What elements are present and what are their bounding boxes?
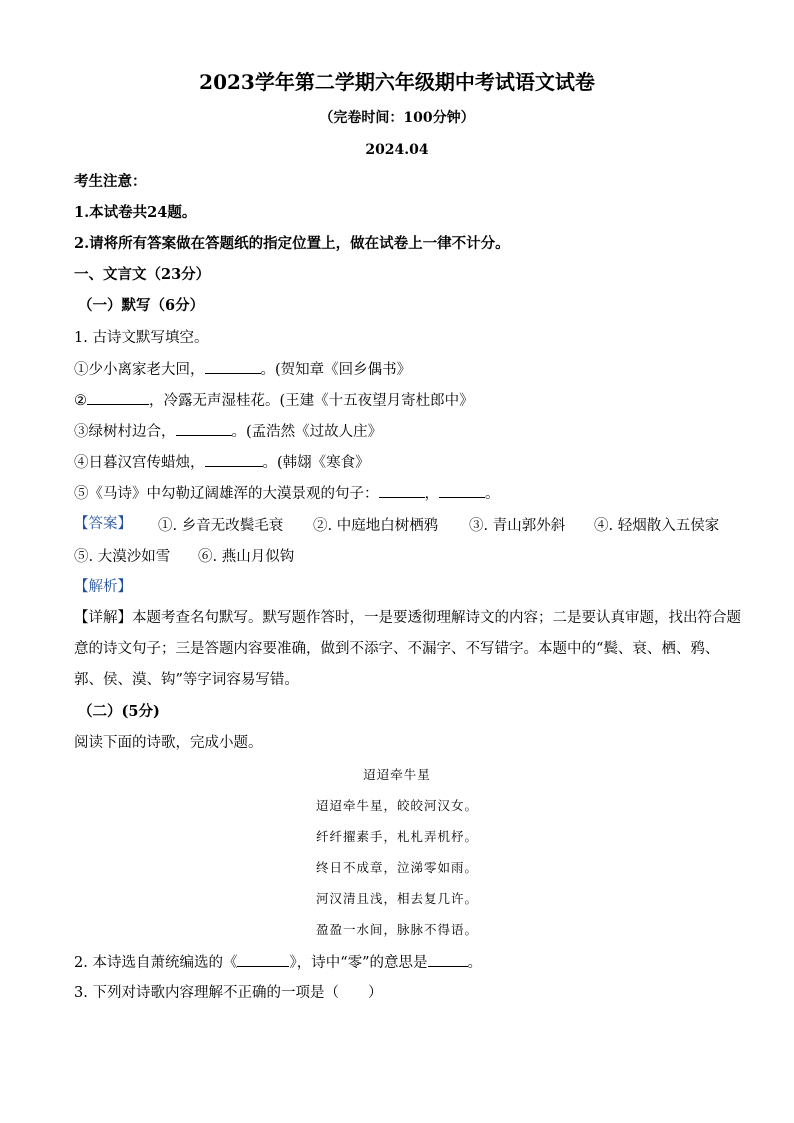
answer-blank[interactable] (205, 452, 263, 467)
q1-item-3 (74, 421, 382, 442)
notice-item-1: 1.本试卷共24题。 (74, 204, 197, 221)
analysis-label: 【解析】 (74, 579, 132, 595)
answer-item-6: ⑥. 燕山月似钩 (198, 549, 295, 565)
q1-item-3-post: 。(孟浩然《过故人庄》 (231, 424, 383, 440)
part1-heading: （一）默写（6分） (78, 297, 205, 314)
poem-line-3: 终日不成章，泣涕零如雨。 (315, 860, 478, 875)
analysis-line-2: 意的诗文句子；三是答题内容要准确，做到不添字、不漏字、不写错字。本题中的“鬓、衰、栖、鸦、 (74, 641, 720, 657)
poem-title: 迢迢牵牛星 (363, 767, 431, 782)
q1-item-5-pre: ⑤《马诗》中勾勒辽阔雄浑的大漠景观的句子： (74, 486, 379, 502)
answer-item-4: ④. 轻烟散入五侯家 (594, 518, 720, 534)
q1-item-4-post: 。(韩翃《寒食》 (262, 455, 370, 471)
q1-item-2 (74, 390, 474, 411)
answer-blank[interactable] (439, 483, 485, 498)
poem-line-1: 迢迢牵牛星，皎皎河汉女。 (315, 798, 478, 813)
answer-item-3: ③. 青山郭外斜 (469, 518, 566, 534)
answer-blank[interactable] (87, 390, 149, 405)
answer-item-2: ②. 中庭地白树栖鸦 (313, 518, 439, 534)
answer-blank[interactable] (205, 359, 261, 374)
question-3: 3. 下列对诗歌内容理解不正确的一项是（ ） (74, 985, 383, 1001)
analysis-line-1: 【详解】本题考查名句默写。默写题作答时，一是要透彻理解诗文的内容；二是要认真审题，找出符合题 (74, 610, 741, 626)
q2-pre: 2. 本诗选自萧统编选的《 (74, 955, 238, 971)
q1-item-1-post: 。(贺知章《回乡偶书》 (260, 362, 412, 378)
q2-post: 。 (467, 955, 483, 971)
q1-item-4 (74, 452, 370, 473)
answer-blank[interactable] (379, 483, 425, 498)
notice-item-2: 2.请将所有答案做在答题纸的指定位置上，做在试卷上一律不计分。 (74, 235, 510, 252)
question-2 (74, 952, 482, 973)
part2-heading: （二）(5分) (78, 703, 160, 720)
q1-item-1 (74, 359, 411, 380)
part2-instruction: 阅读下面的诗歌，完成小题。 (74, 735, 263, 751)
q1-item-5-mid: ， (424, 486, 439, 502)
notice-heading: 考生注意： (74, 173, 147, 190)
q1-item-4-pre: ④日暮汉宫传蜡烛， (74, 455, 205, 471)
answer-item-5: ⑤. 大漠沙如雪 (74, 549, 171, 565)
exam-date: 2024.04 (365, 142, 429, 158)
exam-duration: （完卷时间：100分钟） (319, 110, 475, 126)
answer-blank[interactable] (428, 952, 468, 967)
q1-item-3-pre: ③绿树村边合， (74, 424, 176, 440)
q1-item-5-post: 。 (485, 486, 500, 502)
answer-blank[interactable] (176, 421, 232, 436)
q1-item-2-post: ，冷露无声湿桂花。(王建《十五夜望月寄杜郎中》 (149, 393, 474, 409)
q1-item-5 (74, 483, 500, 504)
q1-item-2-pre: ② (74, 393, 87, 409)
question-1-prompt: 1. 古诗文默写填空。 (74, 330, 209, 346)
answer-label: 【答案】 (74, 516, 132, 532)
q2-mid: 》，诗中“零”的意思是 (289, 955, 428, 971)
poem-line-2: 纤纤擢素手，札札弄机杼。 (315, 829, 478, 844)
exam-title: 2023学年第二学期六年级期中考试语文试卷 (199, 70, 595, 94)
section1-heading: 一、文言文（23分） (74, 266, 211, 283)
q1-item-1-pre: ①少小离家老大回， (74, 362, 205, 378)
analysis-line-3: 郭、侯、漠、钩”等字词容易写错。 (74, 672, 299, 688)
poem-line-5: 盈盈一水间，脉脉不得语。 (315, 922, 478, 937)
answer-blank[interactable] (237, 952, 289, 967)
answer-item-1: ①. 乡音无改鬓毛衰 (158, 518, 284, 534)
poem-line-4: 河汉清且浅，相去复几许。 (315, 891, 478, 906)
